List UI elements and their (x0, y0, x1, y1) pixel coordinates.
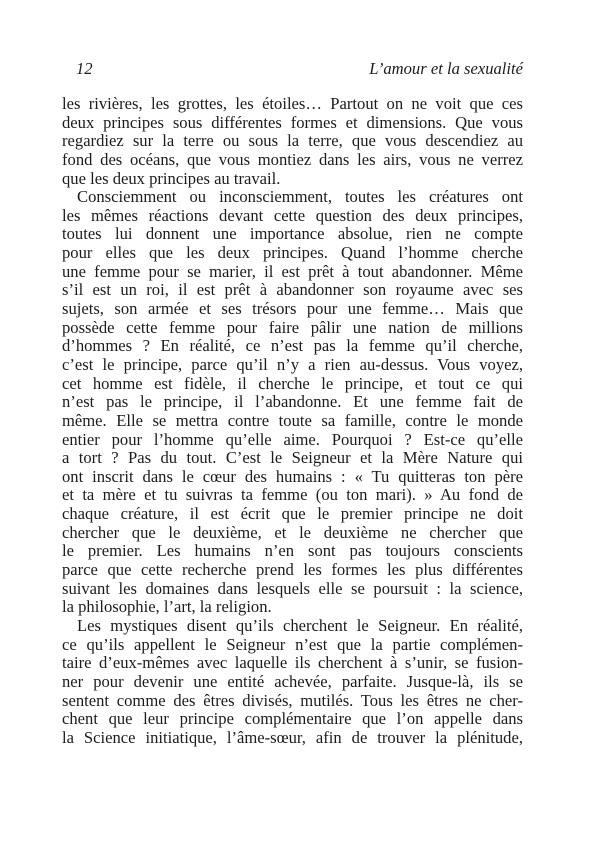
text-line: toutes lui donnent une importance absolue, rien ne compte (62, 224, 523, 244)
text-line: ner pour devenir une entité achevée, parfaite. Jusque-là, ils se (62, 671, 523, 691)
text-line: que les deux principes au travail. (62, 168, 281, 188)
text-line: s’il est un roi, il est prêt à abandonner son royaume avec ses (62, 280, 523, 300)
text-line: Les mystiques disent qu’ils cherchent le Seigneur. En réalité, (77, 615, 523, 635)
text-line: et ta mère et tu suivras ta femme (ou ton mari). » Au fond de (62, 485, 523, 505)
text-line: chent que leur principe complémentaire que l’on appelle dans (62, 709, 523, 729)
text-line: même. Elle se mettra contre toute sa famille, contre le monde (62, 410, 523, 430)
running-title: L’amour et la sexualité (369, 59, 523, 78)
text-line: c’est le principe, parce qu’il n’y a rien au-dessus. Vous voyez, (62, 354, 523, 374)
text-line: suivant les domaines dans lesquels elle se poursuit : la science, (62, 578, 523, 598)
paragraph (62, 188, 523, 617)
paragraph (62, 95, 523, 188)
text-line: Consciemment ou inconsciemment, toutes les créatures ont (77, 187, 523, 207)
text-line: a tort ? Pas du tout. C’est le Seigneur et la Mère Nature qui (62, 448, 523, 468)
page-body (62, 95, 523, 747)
text-line: cet homme est fidèle, il cherche le principe, et tout ce qui (62, 373, 523, 393)
text-line: ce qu’ils appellent le Seigneur n’est que la partie complémen- (62, 634, 523, 654)
text-line: ont inscrit dans le cœur des humains : « Tu quitteras ton père (62, 466, 523, 486)
text-line: entier pour l’homme qu’elle aime. Pourquoi ? Est-ce qu’elle (62, 429, 523, 449)
text-line: le premier. Les humains n’en sont pas toujours conscients (62, 541, 523, 561)
text-line: chercher que le deuxième, et le deuxième ne chercher que (62, 522, 523, 542)
text-line: la philosophie, l’art, la religion. (62, 597, 272, 617)
text-line: la Science initiatique, l’âme-sœur, afin de trouver la plénitude, (62, 727, 523, 747)
running-head (62, 59, 523, 78)
text-line: une femme pour se marier, il est prêt à tout abandonner. Même (62, 261, 523, 281)
text-line: les rivières, les grottes, les étoiles… Partout on ne voit que ces (62, 94, 523, 113)
text-line: n’est pas le principe, il l’abandonne. Et une femme fait de (62, 392, 523, 412)
page-number: 12 (76, 59, 93, 78)
paragraph (62, 617, 523, 747)
text-line: taire d’eux-mêmes avec laquelle ils cherchent à s’unir, se fusion- (62, 653, 523, 673)
text-line: regardiez sur la terre ou sous la terre, que vous descendiez au (62, 131, 523, 151)
text-line: pour elles que les deux principes. Quand l’homme cherche (62, 243, 523, 263)
text-line: les mêmes réactions devant cette question des deux principes, (62, 205, 523, 225)
text-line: sentent comme des êtres divisés, mutilés. Tous les êtres ne cher- (62, 690, 523, 710)
text-line: possède cette femme pour faire pâlir une nation de millions (62, 317, 523, 337)
text-line: deux principes sous différentes formes et dimensions. Que vous (62, 112, 523, 132)
text-line: sujets, son armée et ses trésors pour une femme… Mais que (62, 299, 523, 319)
text-line: fond des océans, que vous montiez dans les airs, vous ne verrez (62, 149, 523, 169)
text-line: parce que cette recherche prend les formes les plus différentes (62, 560, 523, 580)
text-line: d’hommes ? En réalité, ce n’est pas la femme qu’il cherche, (62, 336, 523, 356)
text-line: chaque créature, il est écrit que le premier principe ne doit (62, 504, 523, 524)
